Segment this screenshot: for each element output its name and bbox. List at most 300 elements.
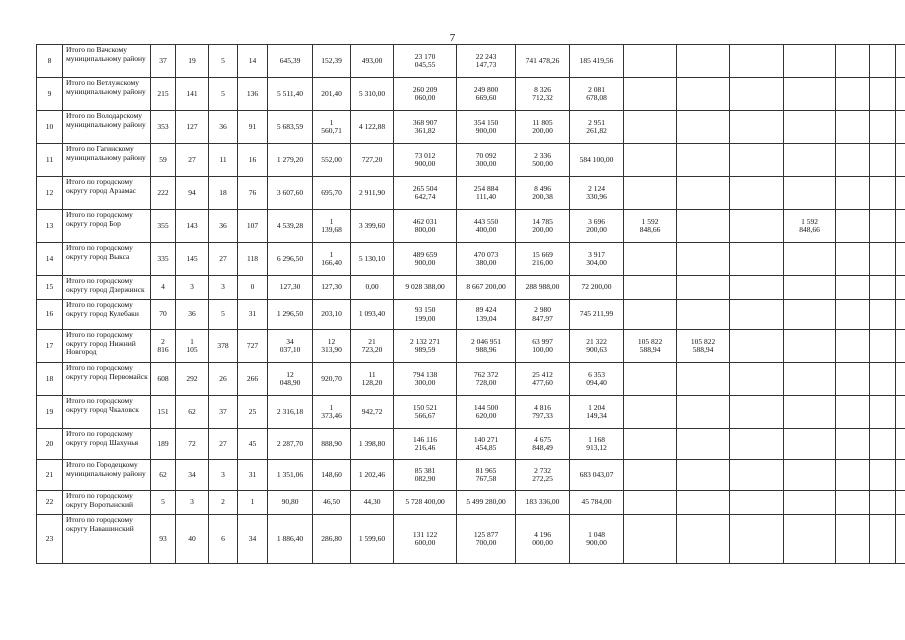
- value-cell: 22 243 147,73: [457, 45, 516, 78]
- value-cell: [896, 330, 905, 363]
- value-cell: 292: [176, 363, 209, 396]
- value-cell: [870, 276, 896, 300]
- value-cell: 107: [238, 210, 268, 243]
- value-cell: [624, 396, 677, 429]
- value-cell: [624, 300, 677, 330]
- territory-name: Итого по Гагинскому муниципальному району: [63, 144, 151, 177]
- value-cell: [836, 363, 870, 396]
- value-cell: [896, 243, 905, 276]
- value-cell: [730, 177, 784, 210]
- value-cell: 3: [209, 460, 238, 491]
- value-cell: 683 043,07: [570, 460, 624, 491]
- value-cell: 355: [151, 210, 176, 243]
- value-cell: 73 012 900,00: [394, 144, 457, 177]
- table-row: [37, 243, 905, 276]
- value-cell: 1: [238, 491, 268, 515]
- value-cell: 141: [176, 78, 209, 111]
- value-cell: [784, 515, 836, 564]
- value-cell: 146 116 216,46: [394, 429, 457, 460]
- value-cell: 260 209 060,00: [394, 78, 457, 111]
- value-cell: 1 204 149,34: [570, 396, 624, 429]
- value-cell: 12 048,90: [268, 363, 313, 396]
- value-cell: 1 093,40: [351, 300, 394, 330]
- value-cell: 2 124 330,96: [570, 177, 624, 210]
- value-cell: 37: [209, 396, 238, 429]
- territory-name: Итого по городскому округу город Выкса: [63, 243, 151, 276]
- value-cell: 4 675 848,49: [516, 429, 570, 460]
- value-cell: [784, 45, 836, 78]
- value-cell: [896, 460, 905, 491]
- value-cell: 378: [209, 330, 238, 363]
- value-cell: 26: [209, 363, 238, 396]
- value-cell: 1 296,50: [268, 300, 313, 330]
- value-cell: 89 424 139,04: [457, 300, 516, 330]
- table-row: [37, 396, 905, 429]
- value-cell: 27: [176, 144, 209, 177]
- value-cell: 1 168 913,12: [570, 429, 624, 460]
- territory-name: Итого по городскому округу город Кулебаки: [63, 300, 151, 330]
- value-cell: 34: [176, 460, 209, 491]
- value-cell: 85 381 082,90: [394, 460, 457, 491]
- value-cell: [870, 300, 896, 330]
- value-cell: 12 313,90: [313, 330, 351, 363]
- value-cell: [624, 515, 677, 564]
- value-cell: 31: [238, 300, 268, 330]
- value-cell: 2: [209, 491, 238, 515]
- value-cell: 72 200,00: [570, 276, 624, 300]
- value-cell: 14 785 200,00: [516, 210, 570, 243]
- value-cell: 150 521 566,67: [394, 396, 457, 429]
- value-cell: 44,30: [351, 491, 394, 515]
- value-cell: [836, 276, 870, 300]
- value-cell: [870, 78, 896, 111]
- table-row: [37, 429, 905, 460]
- value-cell: [836, 111, 870, 144]
- value-cell: [836, 491, 870, 515]
- value-cell: [896, 45, 905, 78]
- value-cell: [870, 460, 896, 491]
- value-cell: 2 911,90: [351, 177, 394, 210]
- value-cell: 215: [151, 78, 176, 111]
- value-cell: [730, 460, 784, 491]
- value-cell: 695,70: [313, 177, 351, 210]
- value-cell: 3: [176, 276, 209, 300]
- value-cell: [784, 460, 836, 491]
- value-cell: [836, 330, 870, 363]
- value-cell: 62: [176, 396, 209, 429]
- value-cell: [896, 515, 905, 564]
- value-cell: [677, 363, 730, 396]
- value-cell: [624, 491, 677, 515]
- value-cell: [624, 111, 677, 144]
- value-cell: 34 037,10: [268, 330, 313, 363]
- value-cell: 942,72: [351, 396, 394, 429]
- value-cell: 127,30: [268, 276, 313, 300]
- value-cell: [624, 429, 677, 460]
- value-cell: 489 659 900,00: [394, 243, 457, 276]
- value-cell: 140 271 454,85: [457, 429, 516, 460]
- value-cell: [624, 78, 677, 111]
- page-number: 7: [449, 32, 456, 44]
- table-row: [37, 276, 905, 300]
- value-cell: [836, 515, 870, 564]
- value-cell: 62: [151, 460, 176, 491]
- territory-name: Итого по Городецкому муниципальному району: [63, 460, 151, 491]
- value-cell: 645,39: [268, 45, 313, 78]
- value-cell: 1 279,20: [268, 144, 313, 177]
- territory-name: Итого по Ветлужскому муниципальному району: [63, 78, 151, 111]
- value-cell: [870, 429, 896, 460]
- value-cell: [870, 210, 896, 243]
- value-cell: 151: [151, 396, 176, 429]
- value-cell: [730, 396, 784, 429]
- value-cell: 4 196 000,00: [516, 515, 570, 564]
- value-cell: 1 139,68: [313, 210, 351, 243]
- value-cell: 70 092 300,00: [457, 144, 516, 177]
- row-number: 19: [37, 396, 63, 429]
- value-cell: 145: [176, 243, 209, 276]
- value-cell: [836, 243, 870, 276]
- value-cell: 40: [176, 515, 209, 564]
- row-number: 9: [37, 78, 63, 111]
- value-cell: 1 166,40: [313, 243, 351, 276]
- row-number: 14: [37, 243, 63, 276]
- value-cell: 125 877 700,00: [457, 515, 516, 564]
- value-cell: 21 723,20: [351, 330, 394, 363]
- value-cell: [677, 177, 730, 210]
- value-cell: [730, 515, 784, 564]
- table-row: [37, 330, 905, 363]
- value-cell: [677, 396, 730, 429]
- value-cell: 25: [238, 396, 268, 429]
- table-row: [37, 210, 905, 243]
- value-cell: 11: [209, 144, 238, 177]
- value-cell: [896, 300, 905, 330]
- value-cell: 36: [209, 210, 238, 243]
- value-cell: 4 539,28: [268, 210, 313, 243]
- value-cell: [870, 330, 896, 363]
- value-cell: 762 372 728,00: [457, 363, 516, 396]
- row-number: 11: [37, 144, 63, 177]
- value-cell: [870, 363, 896, 396]
- value-cell: 8 326 712,32: [516, 78, 570, 111]
- value-cell: [836, 300, 870, 330]
- value-cell: 2 336 500,00: [516, 144, 570, 177]
- value-cell: 189: [151, 429, 176, 460]
- value-cell: [730, 243, 784, 276]
- value-cell: 1 105: [176, 330, 209, 363]
- value-cell: 14: [238, 45, 268, 78]
- row-number: 22: [37, 491, 63, 515]
- value-cell: 5 728 400,00: [394, 491, 457, 515]
- table-row: [37, 45, 905, 78]
- value-cell: [677, 276, 730, 300]
- value-cell: 72: [176, 429, 209, 460]
- value-cell: [784, 144, 836, 177]
- table-row: [37, 177, 905, 210]
- value-cell: 254 884 111,40: [457, 177, 516, 210]
- value-cell: 152,39: [313, 45, 351, 78]
- value-cell: [870, 515, 896, 564]
- value-cell: 203,10: [313, 300, 351, 330]
- territory-name: Итого по городскому округу город Дзержинск: [63, 276, 151, 300]
- territory-name: Итого по городскому округу город Арзамас: [63, 177, 151, 210]
- value-cell: 27: [209, 243, 238, 276]
- row-number: 10: [37, 111, 63, 144]
- table-row: [37, 78, 905, 111]
- value-cell: [836, 144, 870, 177]
- table-row: [37, 460, 905, 491]
- value-cell: 36: [209, 111, 238, 144]
- value-cell: [784, 363, 836, 396]
- value-cell: 31: [238, 460, 268, 491]
- value-cell: 93 150 199,00: [394, 300, 457, 330]
- value-cell: 46,50: [313, 491, 351, 515]
- value-cell: [730, 429, 784, 460]
- value-cell: 143: [176, 210, 209, 243]
- value-cell: [870, 111, 896, 144]
- value-cell: 144 500 620,00: [457, 396, 516, 429]
- value-cell: 584 100,00: [570, 144, 624, 177]
- value-cell: 23 170 045,55: [394, 45, 457, 78]
- value-cell: [784, 330, 836, 363]
- territory-name: Итого по городскому округу Воротынский: [63, 491, 151, 515]
- value-cell: 91: [238, 111, 268, 144]
- value-cell: 136: [238, 78, 268, 111]
- value-cell: [624, 460, 677, 491]
- value-cell: 9 028 388,00: [394, 276, 457, 300]
- value-cell: [784, 177, 836, 210]
- value-cell: [896, 177, 905, 210]
- value-cell: 266: [238, 363, 268, 396]
- value-cell: 5 310,00: [351, 78, 394, 111]
- value-cell: 249 800 669,60: [457, 78, 516, 111]
- value-cell: [677, 429, 730, 460]
- value-cell: 34: [238, 515, 268, 564]
- value-cell: [677, 243, 730, 276]
- value-cell: 4 816 797,33: [516, 396, 570, 429]
- value-cell: [730, 144, 784, 177]
- value-cell: 2 081 678,08: [570, 78, 624, 111]
- value-cell: 201,40: [313, 78, 351, 111]
- value-cell: [836, 210, 870, 243]
- value-cell: 0: [238, 276, 268, 300]
- value-cell: 745 211,99: [570, 300, 624, 330]
- value-cell: 1 202,46: [351, 460, 394, 491]
- value-cell: 21 322 900,63: [570, 330, 624, 363]
- table-row: [37, 111, 905, 144]
- value-cell: 5 499 280,00: [457, 491, 516, 515]
- value-cell: 19: [176, 45, 209, 78]
- value-cell: [677, 78, 730, 111]
- value-cell: [896, 491, 905, 515]
- territory-name: Итого по городскому округу город Нижний Новгород: [63, 330, 151, 363]
- value-cell: [784, 300, 836, 330]
- table-row: [37, 515, 905, 564]
- value-cell: 2 980 847,97: [516, 300, 570, 330]
- value-cell: [896, 111, 905, 144]
- value-cell: 2 046 951 988,96: [457, 330, 516, 363]
- value-cell: 5 683,59: [268, 111, 313, 144]
- value-cell: [836, 45, 870, 78]
- value-cell: [870, 144, 896, 177]
- table-body: [37, 45, 905, 564]
- value-cell: 353: [151, 111, 176, 144]
- table-row: [37, 144, 905, 177]
- value-cell: 794 138 300,00: [394, 363, 457, 396]
- territory-name: Итого по городскому округу Навашинский: [63, 515, 151, 564]
- value-cell: [730, 300, 784, 330]
- value-cell: [896, 363, 905, 396]
- value-cell: [870, 177, 896, 210]
- value-cell: [730, 111, 784, 144]
- value-cell: [624, 363, 677, 396]
- value-cell: 76: [238, 177, 268, 210]
- value-cell: [677, 144, 730, 177]
- value-cell: 222: [151, 177, 176, 210]
- value-cell: 93: [151, 515, 176, 564]
- value-cell: 5 511,40: [268, 78, 313, 111]
- territory-name: Итого по городскому округу город Первомайск: [63, 363, 151, 396]
- value-cell: [836, 78, 870, 111]
- value-cell: [624, 177, 677, 210]
- value-cell: [896, 429, 905, 460]
- value-cell: 1 592 848,66: [784, 210, 836, 243]
- value-cell: 11 128,20: [351, 363, 394, 396]
- territory-name: Итого по Вачскому муниципальному району: [63, 45, 151, 78]
- value-cell: 3 399,60: [351, 210, 394, 243]
- row-number: 23: [37, 515, 63, 564]
- value-cell: 127,30: [313, 276, 351, 300]
- value-cell: [730, 210, 784, 243]
- value-cell: [677, 45, 730, 78]
- value-cell: 3 607,60: [268, 177, 313, 210]
- value-cell: 1 373,46: [313, 396, 351, 429]
- value-cell: [677, 491, 730, 515]
- value-cell: [730, 491, 784, 515]
- value-cell: [677, 515, 730, 564]
- value-cell: [836, 460, 870, 491]
- territory-name: Итого по городскому округу город Чкаловск: [63, 396, 151, 429]
- row-number: 15: [37, 276, 63, 300]
- value-cell: [730, 45, 784, 78]
- value-cell: 8 496 200,38: [516, 177, 570, 210]
- value-cell: [784, 243, 836, 276]
- value-cell: [730, 363, 784, 396]
- value-cell: [870, 45, 896, 78]
- value-cell: 127: [176, 111, 209, 144]
- value-cell: [784, 429, 836, 460]
- data-table: [36, 44, 905, 564]
- value-cell: [677, 111, 730, 144]
- value-cell: [836, 396, 870, 429]
- value-cell: 18: [209, 177, 238, 210]
- value-cell: 5: [209, 300, 238, 330]
- value-cell: 3 696 200,00: [570, 210, 624, 243]
- value-cell: [896, 210, 905, 243]
- value-cell: 63 997 100,00: [516, 330, 570, 363]
- value-cell: 3: [209, 276, 238, 300]
- value-cell: 2 951 261,82: [570, 111, 624, 144]
- value-cell: 552,00: [313, 144, 351, 177]
- row-number: 17: [37, 330, 63, 363]
- value-cell: [836, 429, 870, 460]
- value-cell: [677, 460, 730, 491]
- value-cell: 2 287,70: [268, 429, 313, 460]
- value-cell: 354 150 900,00: [457, 111, 516, 144]
- value-cell: 81 965 767,58: [457, 460, 516, 491]
- value-cell: 131 122 600,00: [394, 515, 457, 564]
- value-cell: 443 550 400,00: [457, 210, 516, 243]
- value-cell: 6 296,50: [268, 243, 313, 276]
- value-cell: 462 031 800,00: [394, 210, 457, 243]
- value-cell: 288 988,00: [516, 276, 570, 300]
- row-number: 18: [37, 363, 63, 396]
- value-cell: 1 398,80: [351, 429, 394, 460]
- value-cell: 368 907 361,82: [394, 111, 457, 144]
- value-cell: 2 316,18: [268, 396, 313, 429]
- value-cell: [784, 78, 836, 111]
- value-cell: [870, 396, 896, 429]
- value-cell: 16: [238, 144, 268, 177]
- value-cell: [730, 78, 784, 111]
- row-number: 12: [37, 177, 63, 210]
- value-cell: 5: [151, 491, 176, 515]
- row-number: 21: [37, 460, 63, 491]
- row-number: 8: [37, 45, 63, 78]
- value-cell: 741 478,26: [516, 45, 570, 78]
- value-cell: 1 599,60: [351, 515, 394, 564]
- territory-name: Итого по городскому округу город Шахунья: [63, 429, 151, 460]
- value-cell: 27: [209, 429, 238, 460]
- value-cell: 265 504 642,74: [394, 177, 457, 210]
- value-cell: [624, 45, 677, 78]
- row-number: 20: [37, 429, 63, 460]
- value-cell: 1 886,40: [268, 515, 313, 564]
- value-cell: [624, 243, 677, 276]
- value-cell: [730, 330, 784, 363]
- value-cell: 105 822 588,94: [677, 330, 730, 363]
- value-cell: 36: [176, 300, 209, 330]
- value-cell: 4: [151, 276, 176, 300]
- value-cell: [836, 177, 870, 210]
- value-cell: 1 048 900,00: [570, 515, 624, 564]
- value-cell: [870, 243, 896, 276]
- value-cell: 8 667 200,00: [457, 276, 516, 300]
- value-cell: [784, 491, 836, 515]
- value-cell: 0,00: [351, 276, 394, 300]
- value-cell: 3: [176, 491, 209, 515]
- value-cell: [624, 144, 677, 177]
- value-cell: 185 419,56: [570, 45, 624, 78]
- value-cell: 118: [238, 243, 268, 276]
- value-cell: 37: [151, 45, 176, 78]
- territory-name: Итого по Володарскому муниципальному району: [63, 111, 151, 144]
- value-cell: [624, 276, 677, 300]
- value-cell: [784, 396, 836, 429]
- value-cell: 45: [238, 429, 268, 460]
- value-cell: 2 816: [151, 330, 176, 363]
- territory-name: Итого по городскому округу город Бор: [63, 210, 151, 243]
- value-cell: 1 351,06: [268, 460, 313, 491]
- value-cell: 470 073 380,00: [457, 243, 516, 276]
- value-cell: [677, 300, 730, 330]
- value-cell: 94: [176, 177, 209, 210]
- value-cell: 1 592 848,66: [624, 210, 677, 243]
- value-cell: [784, 276, 836, 300]
- value-cell: 608: [151, 363, 176, 396]
- table-row: [37, 491, 905, 515]
